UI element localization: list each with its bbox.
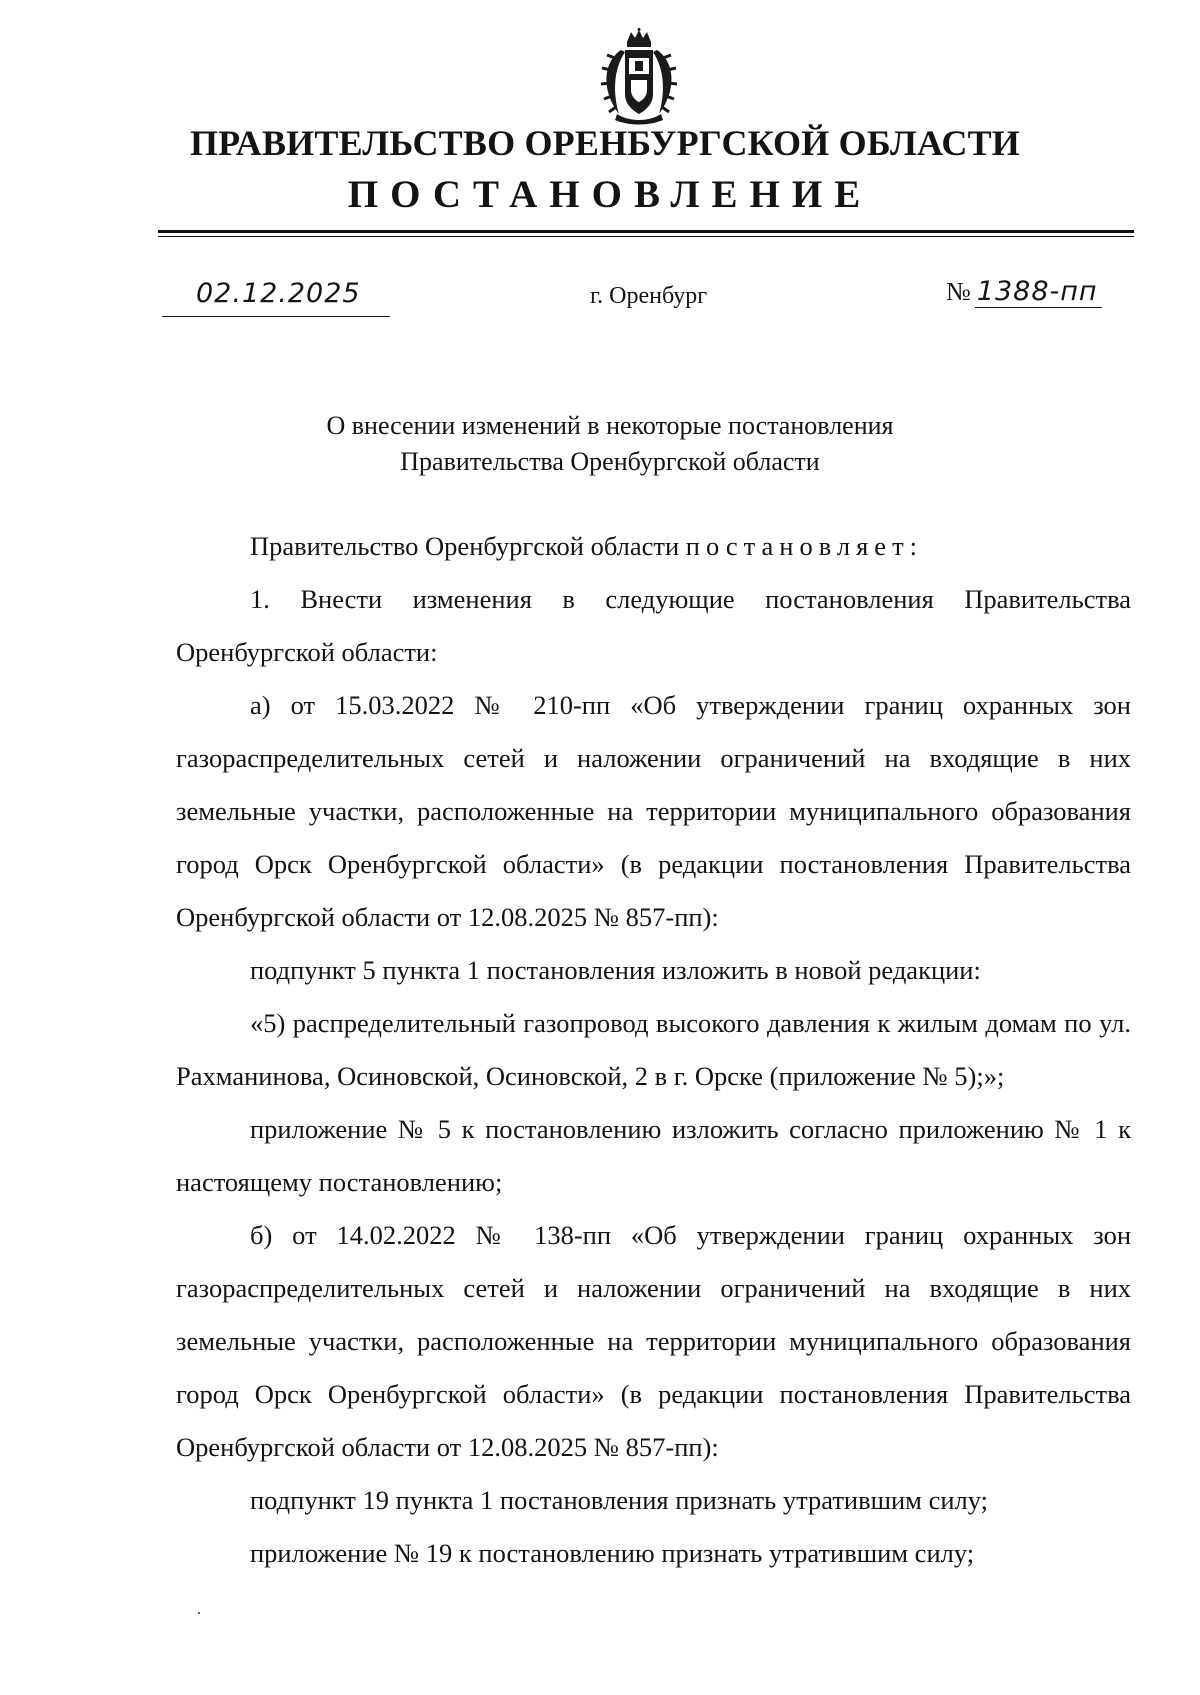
paragraph-3: подпункт 5 пункта 1 постановления изложить в новой редакции:	[250, 955, 981, 985]
paragraph-1: 1. Внести изменения в следующие постановления Правительства Оренбургской области:	[176, 584, 1131, 667]
subject-line-1: О внесении изменений в некоторые постановления	[326, 411, 894, 440]
paragraph-7: подпункт 19 пункта 1 постановления признать утратившим силу;	[250, 1485, 989, 1515]
scan-speck	[198, 1612, 200, 1614]
document-number: 1388-пп	[975, 276, 1102, 308]
document-city: г. Оренбург	[590, 283, 708, 309]
document-date: 02.12.2025	[196, 278, 361, 309]
document-date-field	[162, 276, 390, 317]
paragraph-5: приложение № 5 к постановлению изложить согласно приложению № 1 к настоящему постановлению;	[176, 1114, 1131, 1197]
paragraph-4: «5) распределительный газопровод высокого давления к жилым домам по ул. Рахманинова, Осиновской, Осиновской, 2 в г. Орске (приложение № 5);»;	[176, 1008, 1131, 1091]
intro-paragraph	[176, 520, 1131, 573]
header-divider-thick	[158, 230, 1134, 233]
document-body	[176, 520, 1131, 1580]
subject-line-2: Правительства Оренбургской области	[400, 447, 820, 476]
organization-title: ПРАВИТЕЛЬСТВО ОРЕНБУРГСКОЙ ОБЛАСТИ	[189, 123, 1021, 163]
document-subject	[0, 408, 1200, 480]
paragraph-8: приложение № 19 к постановлению признать утратившим силу;	[250, 1538, 975, 1568]
number-label: №	[946, 277, 971, 306]
document-number-field	[946, 276, 1102, 316]
paragraph-6: б) от 14.02.2022 № 138-пп «Об утверждении границ охранных зон газораспределительных сетей и наложении ограничений на входящие в них земельные участки, расположенные на территории муниципального образования город Орск Оренбургской области» (в редакции постановления Правительства Оренбургской области от 12.08.2025 № 857-пп):	[176, 1220, 1131, 1462]
orenburg-coat-of-arms-icon	[591, 28, 687, 126]
intro-verb: постановляет:	[685, 531, 924, 561]
paragraph-2: а) от 15.03.2022 № 210-пп «Об утверждении границ охранных зон газораспределительных сетей и наложении ограничений на входящие в них земельные участки, расположенные на территории муниципального образования город Орск Оренбургской области» (в редакции постановления Правительства Оренбургской области от 12.08.2025 № 857-пп):	[176, 690, 1131, 932]
intro-lead: Правительство Оренбургской области	[250, 531, 680, 561]
header-divider-thin	[158, 236, 1134, 237]
document-type-title: ПОСТАНОВЛЕНИЕ	[347, 173, 873, 216]
